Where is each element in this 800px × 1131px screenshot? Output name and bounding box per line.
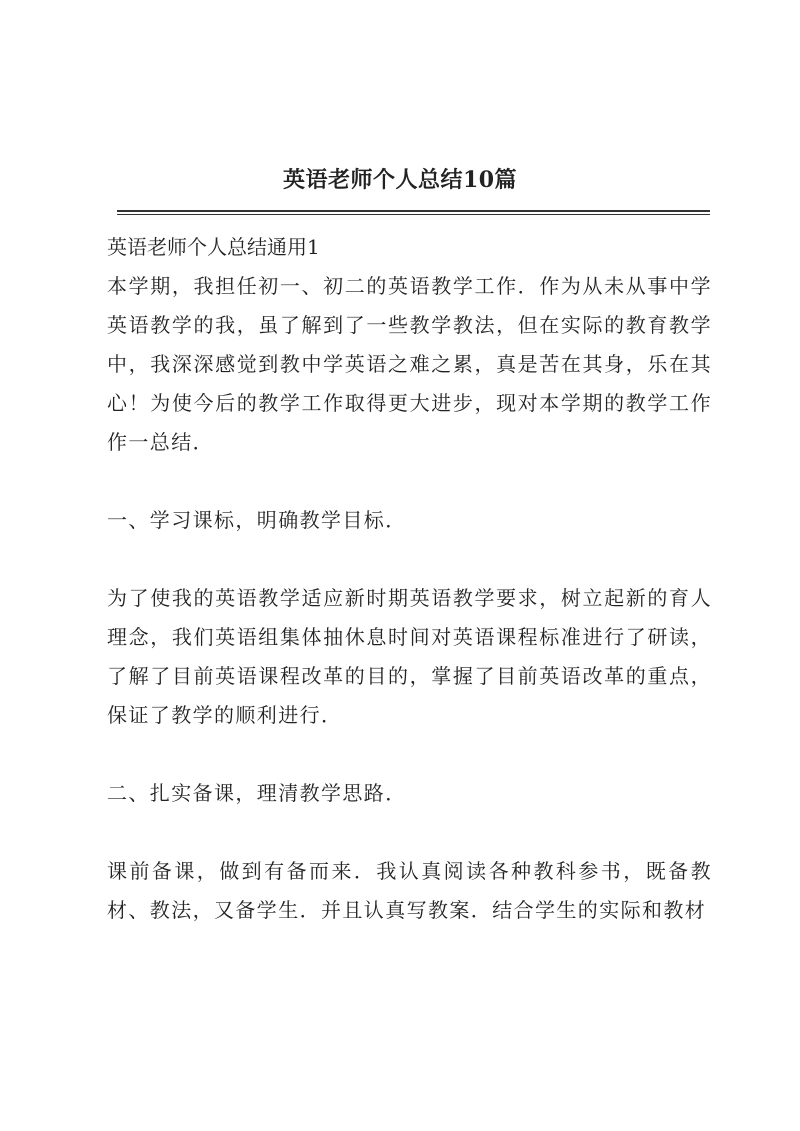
section-heading-2: 二、扎实备课，理清教学思路． [107, 781, 407, 805]
section-heading-1: 一、学习课标，明确教学目标． [107, 508, 407, 532]
subtitle: 英语老师个人总结通用1 [107, 235, 320, 259]
document-body [107, 228, 712, 930]
paragraph-spacer [107, 540, 712, 579]
paragraph-spacer [107, 462, 712, 501]
document-title: 英语老师个人总结10篇 [282, 167, 518, 193]
title-divider-thin [117, 214, 710, 215]
paragraph-spacer [107, 735, 712, 774]
title-divider-thick [117, 210, 710, 212]
paragraph-spacer [107, 813, 712, 852]
section-paragraph-2: 课前备课，做到有备而来．我认真阅读各种教科参书，既备教材、教法，又备学生．并且认真写教案．结合学生的实际和教材 [107, 859, 712, 922]
section-paragraph-1: 为了使我的英语教学适应新时期英语教学要求，树立起新的育人理念，我们英语组集体抽休息时间对英语课程标准进行了研读，了解了目前英语课程改革的目的，掌握了目前英语改革的重点，保证了教学的顺利进行． [107, 586, 712, 727]
intro-paragraph: 本学期，我担任初一、初二的英语教学工作．作为从未从事中学英语教学的我，虽了解到了一些教学教法，但在实际的教育教学中，我深深感觉到教中学英语之难之累，真是苦在其身，乐在其心！为使今后的教学工作取得更大进步，现对本学期的教学工作作一总结． [107, 274, 712, 454]
